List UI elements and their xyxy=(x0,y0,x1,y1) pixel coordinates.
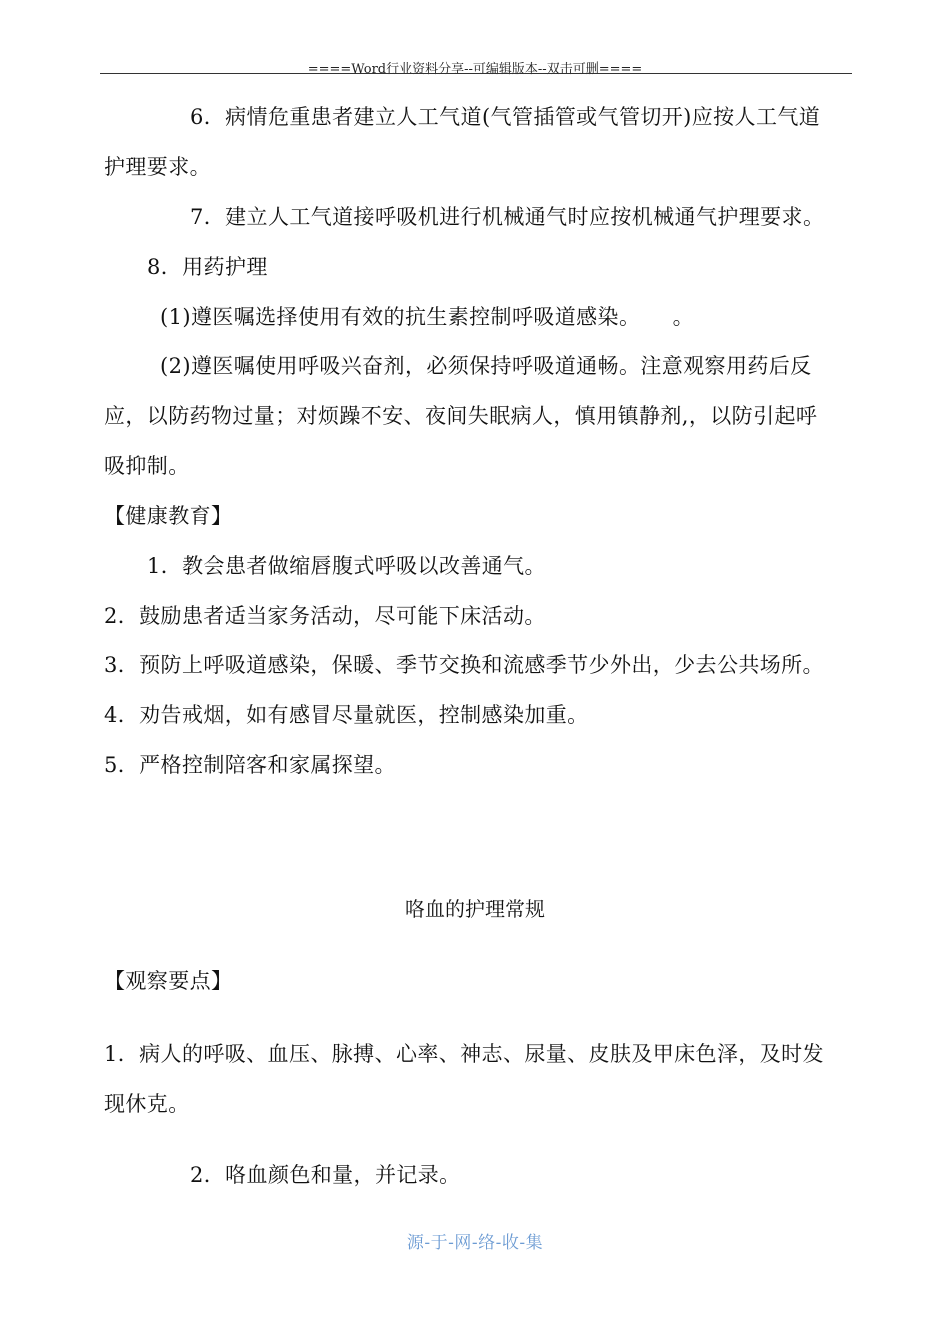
item-7: 7．建立人工气道接呼吸机进行机械通气时应按机械通气护理要求。 xyxy=(190,205,825,229)
observation-item-1-line-1: 1．病人的呼吸、血压、脉搏、心率、神志、尿量、皮肤及甲床色泽，及时发 xyxy=(104,1042,824,1066)
health-education-heading: 【健康教育】 xyxy=(104,504,233,528)
header-divider xyxy=(100,73,852,74)
observation-item-1-line-2: 现休克。 xyxy=(104,1092,190,1116)
item-8-sub-2-line-1: (2)遵医嘱使用呼吸兴奋剂，必须保持呼吸道通畅。注意观察用药后反 xyxy=(160,354,812,378)
page-header: ====Word行业资料分享--可编辑版本--双击可删==== xyxy=(307,62,643,77)
item-6-line-1: 6．病情危重患者建立人工气道(气管插管或气管切开)应按人工气道 xyxy=(190,105,821,129)
health-education-item-1: 1．教会患者做缩唇腹式呼吸以改善通气。 xyxy=(147,554,546,578)
item-8-title: 8．用药护理 xyxy=(147,255,268,279)
page-footer: 源-于-网-络-收-集 xyxy=(406,1233,544,1253)
health-education-item-4: 4．劝告戒烟，如有感冒尽量就医，控制感染加重。 xyxy=(104,703,589,727)
observation-item-2: 2．咯血颜色和量，并记录。 xyxy=(190,1163,461,1187)
item-8-sub-2-line-3: 吸抑制。 xyxy=(104,454,190,478)
health-education-item-2: 2．鼓励患者适当家务活动，尽可能下床活动。 xyxy=(104,604,546,628)
health-education-item-3: 3．预防上呼吸道感染，保暖、季节交换和流感季节少外出，少去公共场所。 xyxy=(104,653,824,677)
item-8-sub-2-line-2: 应，以防药物过量；对烦躁不安、夜间失眠病人，慎用镇静剂,，以防引起呼 xyxy=(104,404,818,428)
section-title: 咯血的护理常规 xyxy=(405,897,545,921)
item-8-sub-1: (1)遵医嘱选择使用有效的抗生素控制呼吸道感染。 。 xyxy=(160,305,695,329)
health-education-item-5: 5．严格控制陪客和家属探望。 xyxy=(104,753,396,777)
observation-heading: 【观察要点】 xyxy=(104,969,233,993)
item-6-line-2: 护理要求。 xyxy=(104,155,211,179)
